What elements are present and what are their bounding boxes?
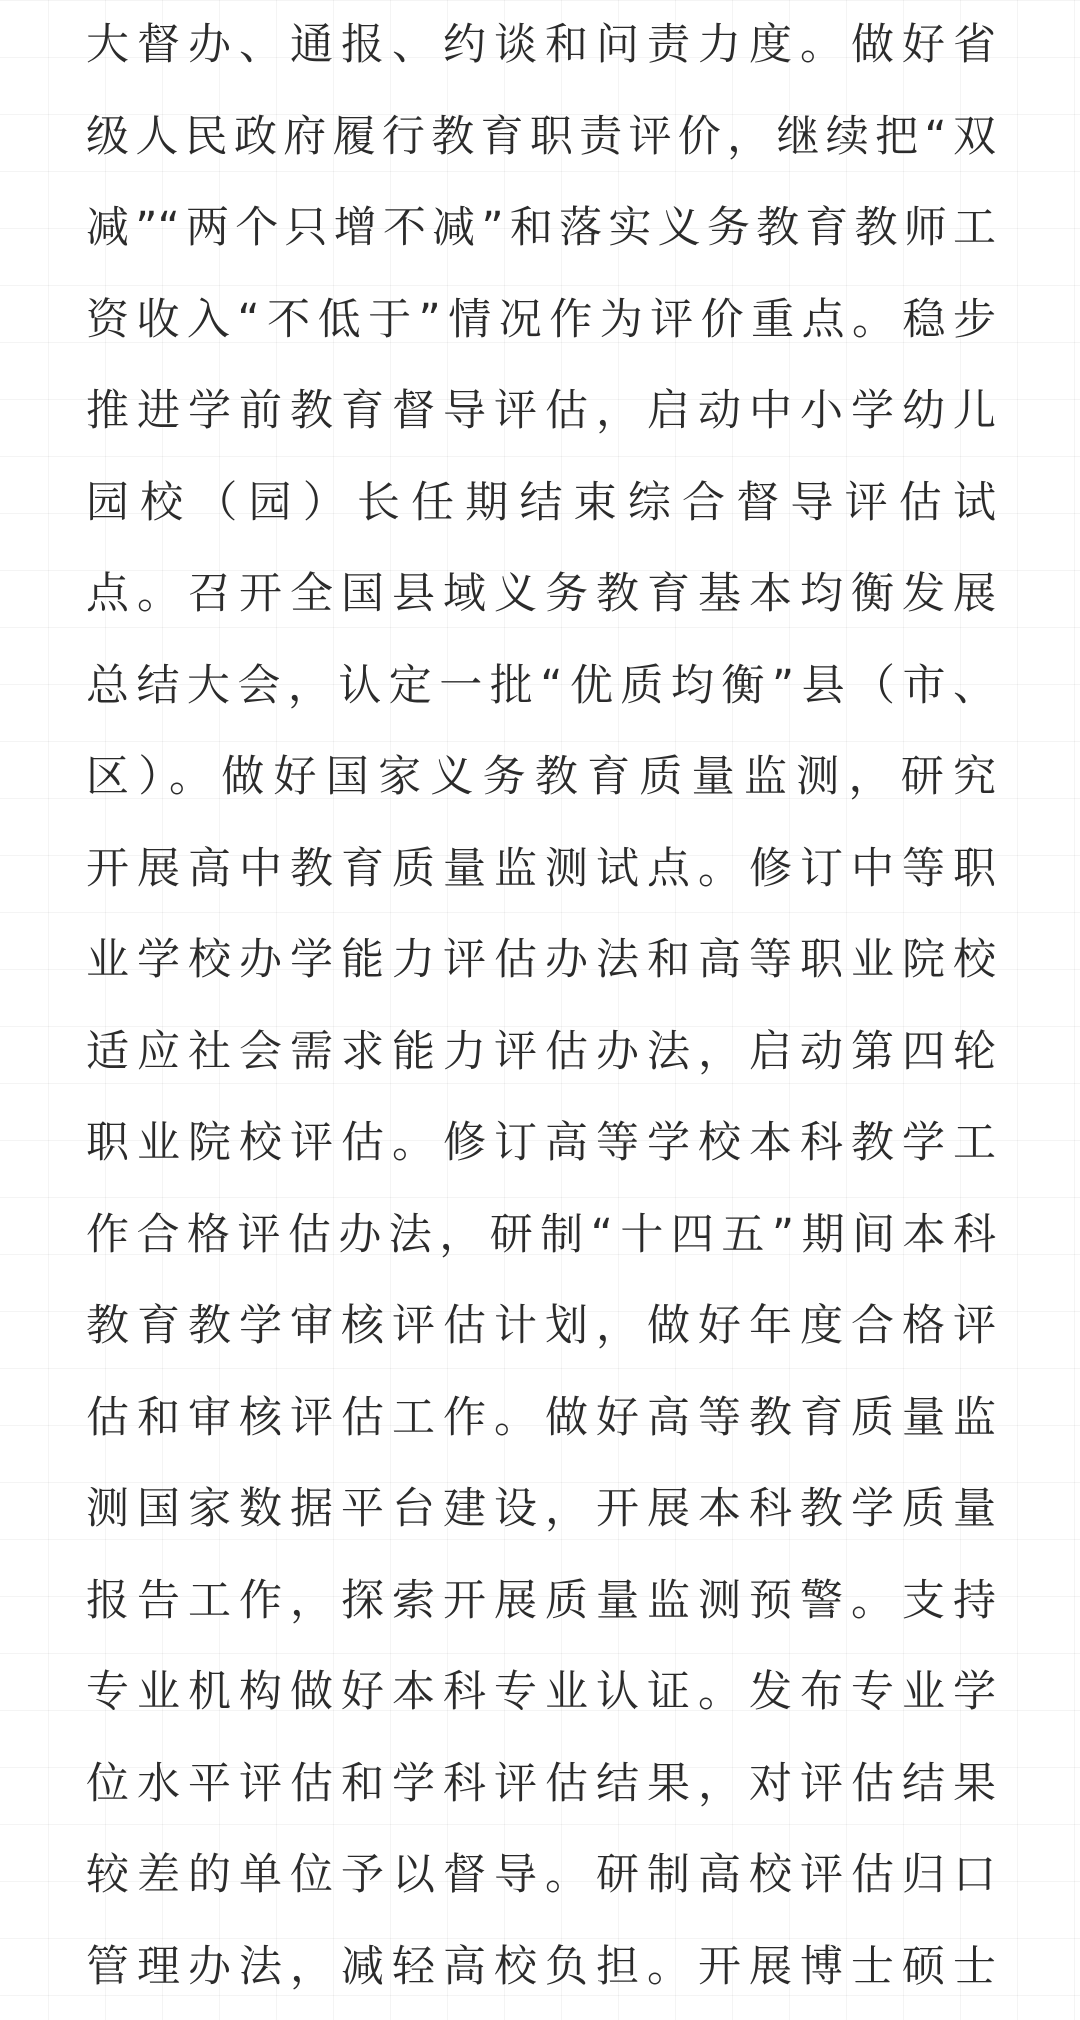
- text-line: 职业院校评估。修订高等学校本科教学工: [86, 1118, 996, 1168]
- text-line: 适应社会需求能力评估办法，启动第四轮: [86, 1026, 996, 1077]
- text-line: 管理办法，减轻高校负担。开展博士硕士: [86, 1941, 996, 1992]
- text-line: 报告工作，探索开展质量监测预警。支持: [86, 1575, 996, 1626]
- text-line: 推进学前教育督导评估，启动中小学幼儿: [86, 386, 996, 436]
- text-line: 作合格评估办法，研制“十四五”期间本科: [86, 1209, 996, 1260]
- text-line: 专业机构做好本科专业认证。发布专业学: [86, 1667, 996, 1717]
- text-line: 估和审核评估工作。做好高等教育质量监: [86, 1392, 996, 1443]
- document-body: [86, 0, 996, 2013]
- text-line: 点。召开全国县域义务教育基本均衡发展: [86, 569, 996, 619]
- text-line: 位水平评估和学科评估结果，对评估结果: [86, 1758, 996, 1809]
- text-line: 业学校办学能力评估办法和高等职业院校: [86, 935, 996, 985]
- text-line: 总结大会，认定一批“优质均衡”县（市、: [86, 660, 996, 711]
- text-line: 测国家数据平台建设，开展本科教学质量: [86, 1484, 996, 1534]
- text-line: 园校（园）长任期结束综合督导评估试: [86, 477, 996, 528]
- text-line: 教育教学审核评估计划，做好年度合格评: [86, 1301, 996, 1351]
- text-line: 开展高中教育质量监测试点。修订中等职: [86, 843, 996, 894]
- text-line: 资收入“不低于”情况作为评价重点。稳步: [86, 294, 996, 345]
- text-line: 级人民政府履行教育职责评价，继续把“双: [86, 111, 996, 162]
- text-line: 区）。做好国家义务教育质量监测，研究: [86, 752, 996, 802]
- text-line: 大督办、通报、约谈和问责力度。做好省: [86, 20, 996, 70]
- text-line: 较差的单位予以督导。研制高校评估归口: [86, 1850, 996, 1900]
- text-line: 减”“两个只增不减”和落实义务教育教师工: [86, 203, 996, 253]
